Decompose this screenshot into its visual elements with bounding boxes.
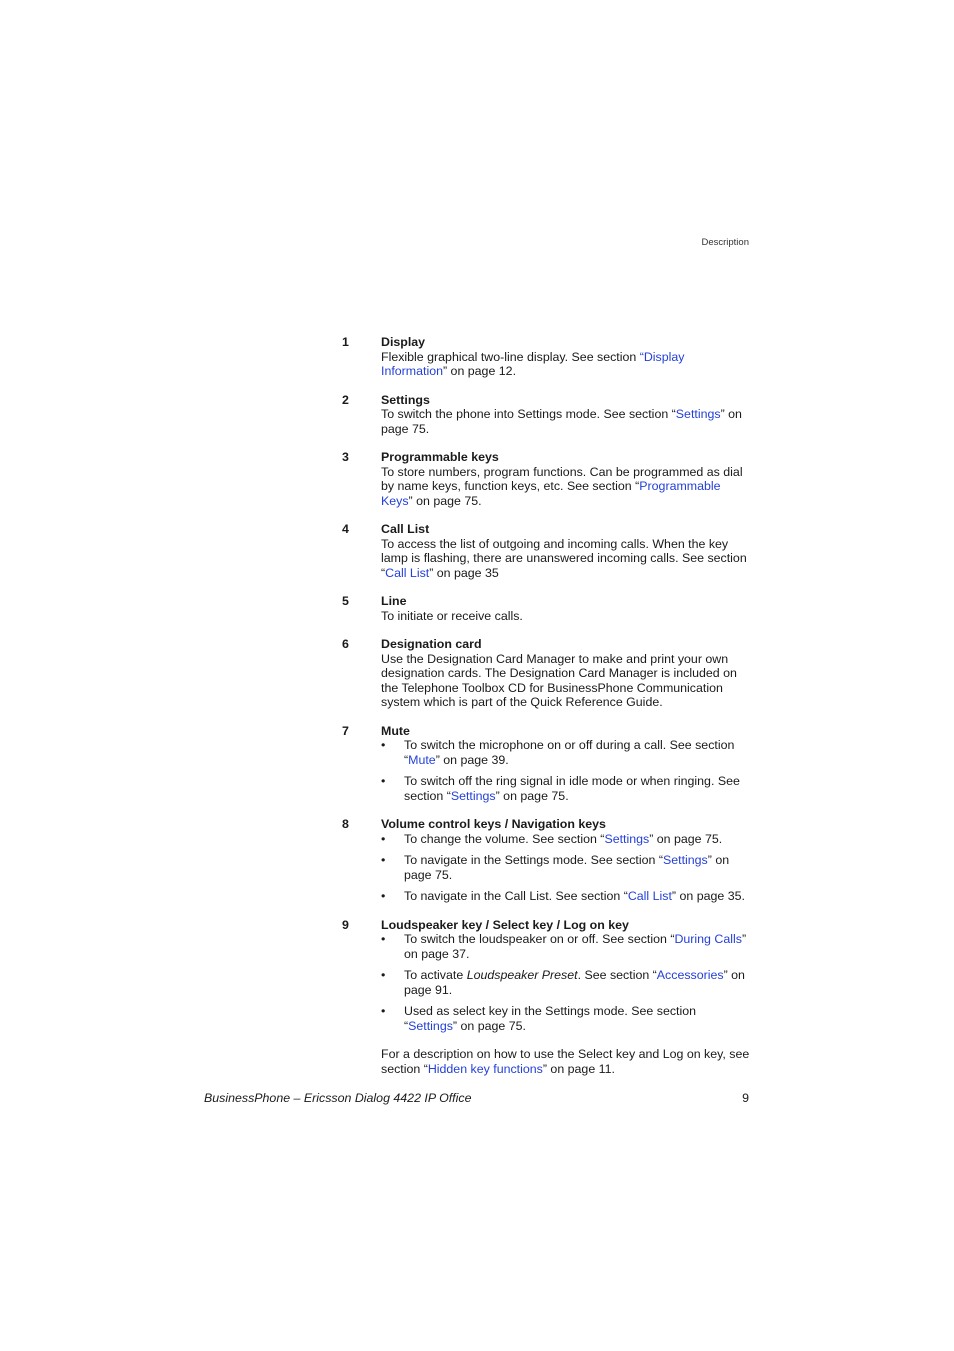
- section-header: Description: [701, 237, 749, 248]
- text-segment: To switch the microphone on or off during a call. See section “: [404, 738, 735, 767]
- link-settings[interactable]: Settings: [675, 407, 721, 421]
- bullet-item: [381, 889, 752, 904]
- list-item-settings: [342, 393, 752, 437]
- bullet-item: [381, 738, 752, 767]
- bullet-item: [381, 853, 752, 882]
- item-description: [381, 407, 752, 436]
- item-number: 8: [342, 817, 349, 831]
- bullet-marker: •: [381, 1004, 386, 1018]
- link-settings[interactable]: Settings: [450, 788, 496, 803]
- list-item-volume-navigation-keys: [342, 817, 752, 904]
- link-settings[interactable]: Settings: [662, 853, 708, 867]
- footer-document-title: BusinessPhone – Ericsson Dialog 4422 IP Office: [204, 1091, 472, 1105]
- footer-page-number: 9: [742, 1091, 749, 1105]
- text-segment: To switch the phone into Settings mode. See section “: [381, 407, 676, 421]
- text-segment: To access the list of outgoing and incoming calls. When the key lamp is flashing, there are unanswered incoming calls. See section “: [381, 536, 747, 580]
- link-accessories[interactable]: Accessories: [656, 968, 724, 982]
- bullet-marker: •: [381, 932, 386, 946]
- link-call-list[interactable]: Call List: [385, 565, 430, 580]
- item-number: 5: [342, 594, 349, 608]
- item-number: 2: [342, 392, 349, 407]
- item-title: Mute: [381, 723, 410, 738]
- text-segment: ” on page 75.: [649, 831, 723, 846]
- link-hidden-key-functions[interactable]: Hidden key functions: [427, 1061, 543, 1076]
- text-segment: To activate: [404, 968, 467, 982]
- bullet-item: [381, 832, 752, 847]
- text-segment: ” on page 37.: [404, 932, 747, 961]
- list-item-programmable-keys: [342, 450, 752, 508]
- item-number: 4: [342, 522, 349, 536]
- emphasis-text: Loudspeaker Preset: [466, 968, 578, 982]
- link-during-calls[interactable]: During Calls: [674, 932, 742, 946]
- text-segment: ” on page 39.: [435, 752, 509, 767]
- text-segment: ” on page 75.: [408, 493, 482, 508]
- item-title: Display: [381, 335, 426, 349]
- text-segment: To navigate in the Settings mode. See section “: [404, 853, 663, 867]
- text-segment: ” on page 35.: [671, 889, 745, 903]
- item-description: [381, 350, 752, 379]
- bullet-marker: •: [381, 968, 386, 982]
- text-segment: Flexible graphical two-line display. See section: [381, 349, 640, 364]
- text-segment: To change the volume. See section “: [404, 831, 605, 846]
- text-segment: To switch the loudspeaker on or off. See section “: [404, 932, 675, 946]
- item-description: [381, 537, 752, 581]
- item-number: 6: [342, 637, 349, 651]
- text-segment: ” on page 75.: [452, 1018, 526, 1033]
- item-title: Call List: [381, 522, 430, 536]
- text-segment: ” on page 12.: [442, 364, 517, 378]
- text-segment: ” on page 75.: [495, 788, 569, 803]
- bullet-marker: •: [381, 738, 386, 752]
- item-title: Settings: [381, 392, 430, 407]
- bullet-marker: •: [381, 853, 386, 867]
- item-title: Loudspeaker key / Select key / Log on key: [381, 917, 629, 932]
- bullet-item: [381, 774, 752, 803]
- item-title: Programmable keys: [381, 450, 499, 464]
- bullet-item: [381, 932, 752, 961]
- list-item-display: [342, 335, 752, 379]
- bullet-marker: •: [381, 774, 386, 788]
- item-number: 9: [342, 917, 349, 932]
- text-segment: Used as select key in the Settings mode. See section “: [404, 1004, 697, 1033]
- bullet-item: [381, 968, 752, 997]
- bullet-item: [381, 1004, 752, 1033]
- bullet-list: [381, 832, 752, 904]
- note-paragraph: [381, 1047, 752, 1076]
- bullet-list: [381, 932, 752, 1033]
- text-segment: To switch off the ring signal in idle mode or when ringing. See section “: [404, 774, 740, 803]
- text-segment: ” on page 75.: [404, 853, 730, 882]
- item-number: 3: [342, 450, 349, 464]
- text-segment: To navigate in the Call List. See section “: [404, 889, 628, 903]
- item-description: To initiate or receive calls.: [381, 608, 523, 623]
- item-title: Volume control keys / Navigation keys: [381, 817, 606, 831]
- description-list: [342, 335, 752, 1090]
- link-settings[interactable]: Settings: [408, 1018, 453, 1033]
- list-item-mute: [342, 724, 752, 804]
- list-item-call-list: [342, 522, 752, 580]
- list-item-line: [342, 594, 752, 623]
- text-segment: ” on page 75.: [381, 407, 742, 436]
- text-segment: ” on page 91.: [404, 968, 745, 997]
- link-mute[interactable]: Mute: [408, 752, 436, 767]
- item-title: Designation card: [381, 637, 482, 651]
- bullet-list: [381, 738, 752, 803]
- link-settings[interactable]: Settings: [604, 831, 650, 846]
- bullet-marker: •: [381, 831, 386, 846]
- list-item-loudspeaker-select-logon-key: [342, 918, 752, 1077]
- item-number: 1: [342, 335, 349, 349]
- text-segment: ” on page 35: [429, 565, 499, 580]
- text-segment: For a description on how to use the Select key and Log on key, see section “: [381, 1047, 750, 1076]
- link-call-list[interactable]: Call List: [627, 889, 672, 903]
- item-number: 7: [342, 723, 349, 738]
- link-display-information[interactable]: “Display Information: [381, 349, 685, 378]
- list-item-designation-card: [342, 637, 752, 710]
- item-description: Use the Designation Card Manager to make and print your own designation cards. The Designation Card Manager is included on the Telephone Toolbox CD for BusinessPhone Communication system which is part of the Quick Reference Guide.: [381, 651, 737, 709]
- text-segment: To store numbers, program functions. Can be programmed as dial by name keys, function keys, etc. See section “: [381, 464, 743, 493]
- text-segment: . See section “: [577, 968, 657, 982]
- text-segment: ” on page 11.: [542, 1061, 615, 1076]
- item-title: Line: [381, 594, 407, 608]
- item-description: [381, 465, 752, 509]
- bullet-marker: •: [381, 889, 386, 903]
- link-programmable-keys[interactable]: Programmable Keys: [381, 479, 721, 508]
